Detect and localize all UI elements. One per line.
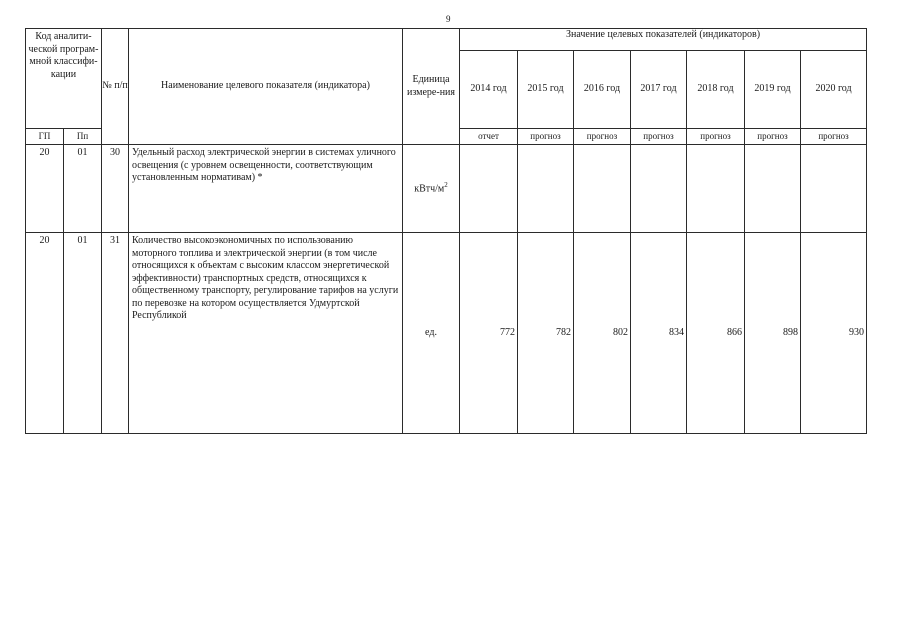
- unit-text: кВтч/м: [414, 183, 445, 195]
- header-row-number: № п/п: [102, 29, 129, 145]
- header-pp: Пп: [64, 129, 102, 145]
- cell-value: 930: [801, 233, 867, 434]
- cell-value: 772: [460, 233, 518, 434]
- cell-value: [518, 145, 574, 233]
- header-year: 2020 год: [801, 51, 867, 129]
- header-unit: Единица измере-ния: [403, 29, 460, 145]
- header-status: отчет: [460, 129, 518, 145]
- cell-pp: 01: [64, 145, 102, 233]
- cell-value: 802: [574, 233, 631, 434]
- header-status: прогноз: [574, 129, 631, 145]
- header-status: прогноз: [518, 129, 574, 145]
- unit-superscript: 2: [444, 181, 448, 190]
- header-year: 2019 год: [745, 51, 801, 129]
- header-year: 2015 год: [518, 51, 574, 129]
- header-status: прогноз: [687, 129, 745, 145]
- cell-value: [801, 145, 867, 233]
- cell-gp: 20: [26, 145, 64, 233]
- header-status: прогноз: [745, 129, 801, 145]
- indicators-table: [25, 28, 867, 434]
- cell-value: [574, 145, 631, 233]
- cell-value: [745, 145, 801, 233]
- header-status: прогноз: [631, 129, 687, 145]
- header-year: 2014 год: [460, 51, 518, 129]
- cell-value: [631, 145, 687, 233]
- header-status: прогноз: [801, 129, 867, 145]
- cell-value: 782: [518, 233, 574, 434]
- cell-value: 866: [687, 233, 745, 434]
- table-row: [26, 233, 867, 434]
- cell-unit: [403, 145, 460, 233]
- header-code-classification: Код аналити-ческой програм-мной классифи-кации: [26, 29, 102, 129]
- cell-indicator-name: Удельный расход электрической энергии в системах уличного освещения (с уровнем освещенности, соответствующим установленным нормативам) *: [129, 145, 403, 233]
- cell-pp: 01: [64, 233, 102, 434]
- cell-value: [687, 145, 745, 233]
- cell-indicator-name: Количество высокоэкономичных по использованию моторного топлива и электрической энергии (в том числе относящихся к объектам с высоким классом энергетической эффективности) транспортных средств, относящихся к общественному транспорту, регулирование тарифов на услуги по перевозке на котором осуществляется Удмуртской Республикой: [129, 233, 403, 434]
- page-number: 9: [446, 14, 451, 24]
- cell-unit: ед.: [403, 233, 460, 434]
- header-indicator-name: Наименование целевого показателя (индикатора): [129, 29, 403, 145]
- header-year: 2017 год: [631, 51, 687, 129]
- cell-value: 834: [631, 233, 687, 434]
- header-gp: ГП: [26, 129, 64, 145]
- cell-number: 31: [102, 233, 129, 434]
- table-row: [26, 145, 867, 233]
- header-year: 2016 год: [574, 51, 631, 129]
- cell-gp: 20: [26, 233, 64, 434]
- header-target-values: Значение целевых показателей (индикаторов): [460, 29, 867, 51]
- header-year: 2018 год: [687, 51, 745, 129]
- cell-value: 898: [745, 233, 801, 434]
- cell-number: 30: [102, 145, 129, 233]
- cell-value: [460, 145, 518, 233]
